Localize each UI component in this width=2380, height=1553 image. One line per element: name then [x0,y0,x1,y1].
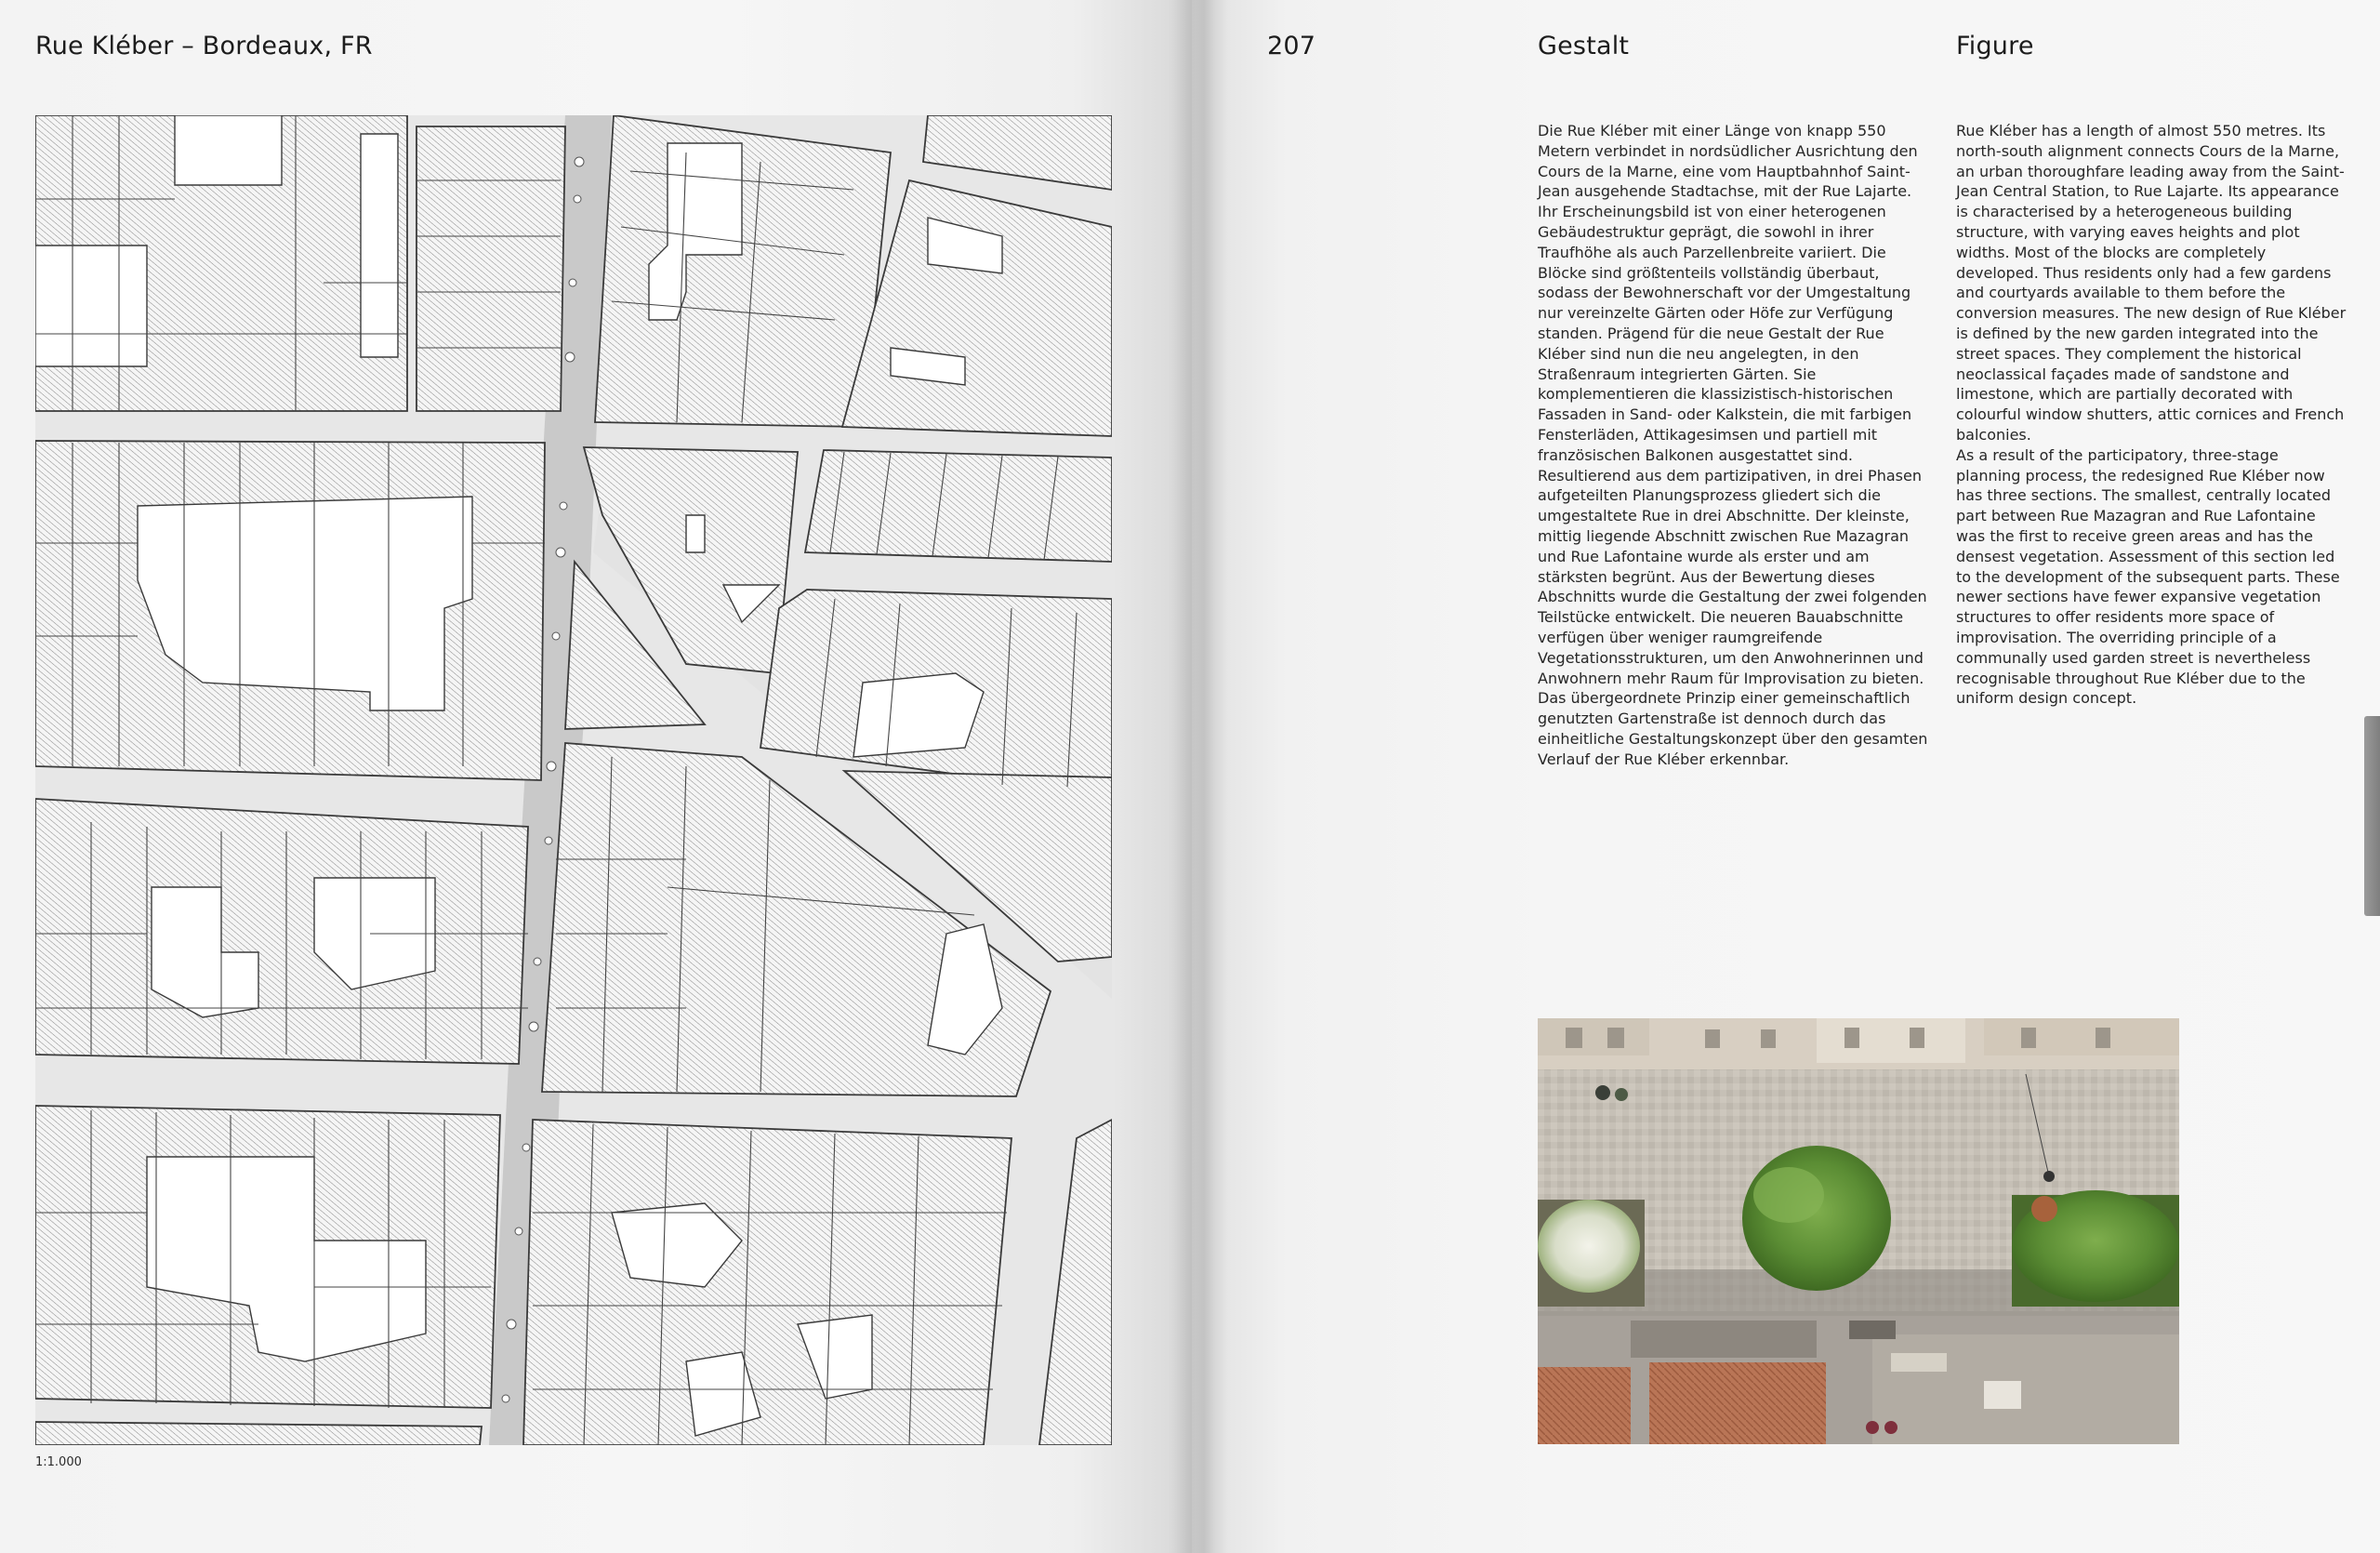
scale-label: 1:1.000 [35,1455,82,1469]
page-number: 207 [1267,32,1316,60]
site-plan [35,115,1112,1445]
english-heading: Figure [1956,32,2034,60]
german-heading: Gestalt [1538,32,1630,60]
courtyard [35,246,147,366]
block-top-center [416,126,565,411]
english-paragraph: Rue Kléber has a length of almost 550 metres. Its north-south alignment connects Cours de la Marne, an urban thoroughfare leading away from the Saint-Jean Central Station, to Rue Lajarte. Its appearance is characterised by a heterogeneous building structure, with varying eaves heights and plot widths. Most of the blocks are completely developed. Thus residents only had a few gardens and courtyards available to them before the conversion measures. The new design of Rue Kléber is defined by the new garden integrated into the street spaces. They complement the historical neoclassical façades made of sandstone and limestone, which are partially decorated with colourful window shutters, attic cornices and French balconies. [1956,122,2347,444]
block-row3-left [35,799,528,1064]
german-body [1538,121,1928,770]
page-title: Rue Kléber – Bordeaux, FR [35,32,373,60]
english-paragraph: As a result of the participatory, three-stage planning process, the redesigned Rue Kléber now has three sections. The smallest, centrally located part between Rue Mazagran and Rue Lafontaine was the first to receive green areas and has the densest vegetation. Assessment of this section led to the development of the subsequent parts. These newer sections have fewer expansive vegetation structures to offer residents more space of improvisation. The overriding principle of a communally used garden street is nevertheless recognisable throughout Rue Kléber due to the uniform design concept. [1956,445,2340,708]
courtyard [361,134,398,357]
site-plan-drawing [35,115,1112,1445]
english-body [1956,121,2347,709]
german-paragraph: Resultierend aus dem partizipativen, in drei Phasen aufgeteilten Planungsprozess gliedert sich die umgestaltete Rue in drei Abschnitte. Der kleinste, mittig liegende Abschnitt zwischen Rue Mazagran und Rue Lafontaine wurde als erster und am stärksten begrünt. Aus der Bewertung dieses Abschnitts wurde die Gestaltung der zwei folgenden Teilstücke entwickelt. Die neueren Bauabschnitte verfügen über weniger raumgreifende Vegetationsstrukturen, um den Anwohnerinnen und Anwohnern mehr Raum für Improvisation zu bieten. Das übergeordnete Prinzip einer gemeinschaftlich genutzten Gartenstraße ist dennoch durch das einheitliche Gestaltungskonzept über den gesamten Verlauf der Rue Kléber erkennbar. [1538,466,1928,768]
courtyard [175,115,282,185]
aerial-photo-image [1538,1018,2179,1444]
aerial-photo [1538,1018,2179,1444]
block-row4-center [523,1120,1012,1445]
block-bottom-strip [35,1422,482,1445]
courtyard [853,673,984,757]
courtyard [686,515,705,552]
block-row2-right-a [805,450,1112,562]
block-top-right [595,115,891,427]
page-tab-marker [2364,716,2380,916]
german-paragraph: Die Rue Kléber mit einer Länge von knapp 550 Metern verbindet in nordsüdlicher Ausrichtung den Cours de la Marne, eine vom Hauptbahnhof Saint-Jean ausgehende Stadtachse, mit der Rue Lajarte. Ihr Erscheinungsbild ist von einer heterogenen Gebäudestruktur geprägt, die sowohl in ihrer Traufhöhe als auch Parzellenbreite variiert. Die Blöcke sind größtenteils vollständig überbaut, sodass der Bewohnerschaft vor der Umgestaltung nur vereinzelte Gärten oder Höfe zur Verfügung standen. Prägend für die neue Gestalt der Rue Kléber sind nun die neu angelegten, in den Straßenraum integrierten Gärten. Sie komplementieren die klassizistisch-historischen Fassaden in Sand- oder Kalkstein, die mit farbigen Fensterläden, Attikagesimsen und partiell mit französischen Balkonen ausgestattet sind. [1538,122,1918,464]
